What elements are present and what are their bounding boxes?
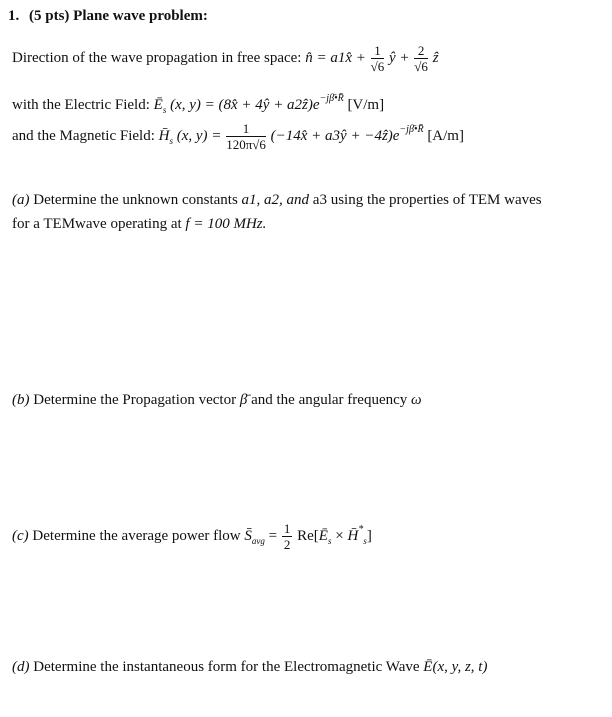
direction-frac-1 [371,44,385,73]
direction-prefix: Direction of the wave propagation in free space: [12,49,306,66]
part-d-text: Determine the instantaneous form for the Electromagnetic Wave [29,659,424,675]
hfield-line [12,122,464,151]
hfield-frac-den: 120π√6 [226,137,266,152]
part-a-text-1: Determine the unknown constants [29,192,242,208]
part-b-text: Determine the Propagation vector [29,392,240,408]
direction-frac-2-den: √6 [414,59,428,74]
part-a-line-2-prefix: for a TEMwave operating at [12,216,186,232]
efield-subscript: s [162,105,167,115]
hfield-symbol: H̄ [158,127,170,144]
part-a-constants: a1, a2, and [241,192,310,208]
hfield-exponent: −jβ̄•R̄ [399,123,424,135]
part-c-close: ] [366,527,372,544]
direction-expr-lead: n̂ = a1x̂ + [305,49,366,66]
part-c-cross: × [331,527,348,544]
part-b-line [12,393,422,408]
part-a-line-2 [12,217,266,232]
part-c-line [12,522,372,551]
part-a-line-1 [12,193,542,208]
part-c-S-sub: avg [251,535,265,546]
part-c-E-sub: s [327,535,332,546]
part-a-frequency: f = 100 MHz. [185,216,267,232]
hfield-frac [226,122,266,151]
part-c-S: S̄ [244,527,252,544]
direction-line [12,44,439,73]
part-d-label: (d) [12,659,30,675]
part-c-re: Re[ [297,527,319,544]
hfield-body: (−14x̂ + a3ŷ + −4ẑ)e [270,127,400,144]
direction-frac-2 [414,44,428,73]
part-c-label: (c) [12,527,29,544]
part-d-expr: Ē(x, y, z, t) [423,659,488,675]
part-b-text-2: and the angular frequency [247,392,412,408]
problem-title: (5 pts) Plane wave problem: [29,8,208,24]
part-a-text-2: a3 using the properties of TEM waves [309,192,542,208]
part-c-H: H̄ [347,527,359,544]
direction-frac-2-num: 2 [414,44,428,59]
efield-symbol: Ē [153,97,163,113]
part-c-H-sup: * [358,523,364,535]
hfield-frac-num: 1 [226,122,266,137]
direction-frac-1-den: √6 [370,59,385,74]
hfield-prefix: and the Magnetic Field: [12,127,159,144]
part-c-frac [282,522,293,551]
part-c-eq: = [264,527,278,544]
efield-args: (x, y) = (8x̂ + 4ŷ + a2ẑ)e [170,97,320,113]
part-b-label: (b) [12,392,30,408]
problem-heading [8,9,208,24]
efield-line [12,94,384,115]
part-a-label: (a) [12,192,30,208]
direction-frac-1-num: 1 [371,44,385,59]
problem-number: 1. [8,8,20,24]
part-c-E: Ē [318,527,328,544]
hfield-unit: [A/m] [427,127,464,144]
direction-mid: ŷ + [389,49,410,66]
efield-exponent: −jβ̄•R̄ [319,93,344,104]
efield-prefix: with the Electric Field: [12,97,154,113]
direction-tail: ẑ [432,49,439,66]
part-c-frac-num: 1 [283,521,291,536]
part-c-text: Determine the average power flow [28,527,245,544]
part-c-frac-den: 2 [283,537,291,552]
hfield-args: (x, y) = [176,127,222,144]
part-c-H-sub: s [363,535,367,546]
efield-unit: [V/m] [347,97,385,113]
part-b-beta: β̄ [239,392,248,408]
part-b-omega: ω [411,392,422,408]
hfield-subscript: s [169,135,173,146]
part-d-line [12,660,487,675]
